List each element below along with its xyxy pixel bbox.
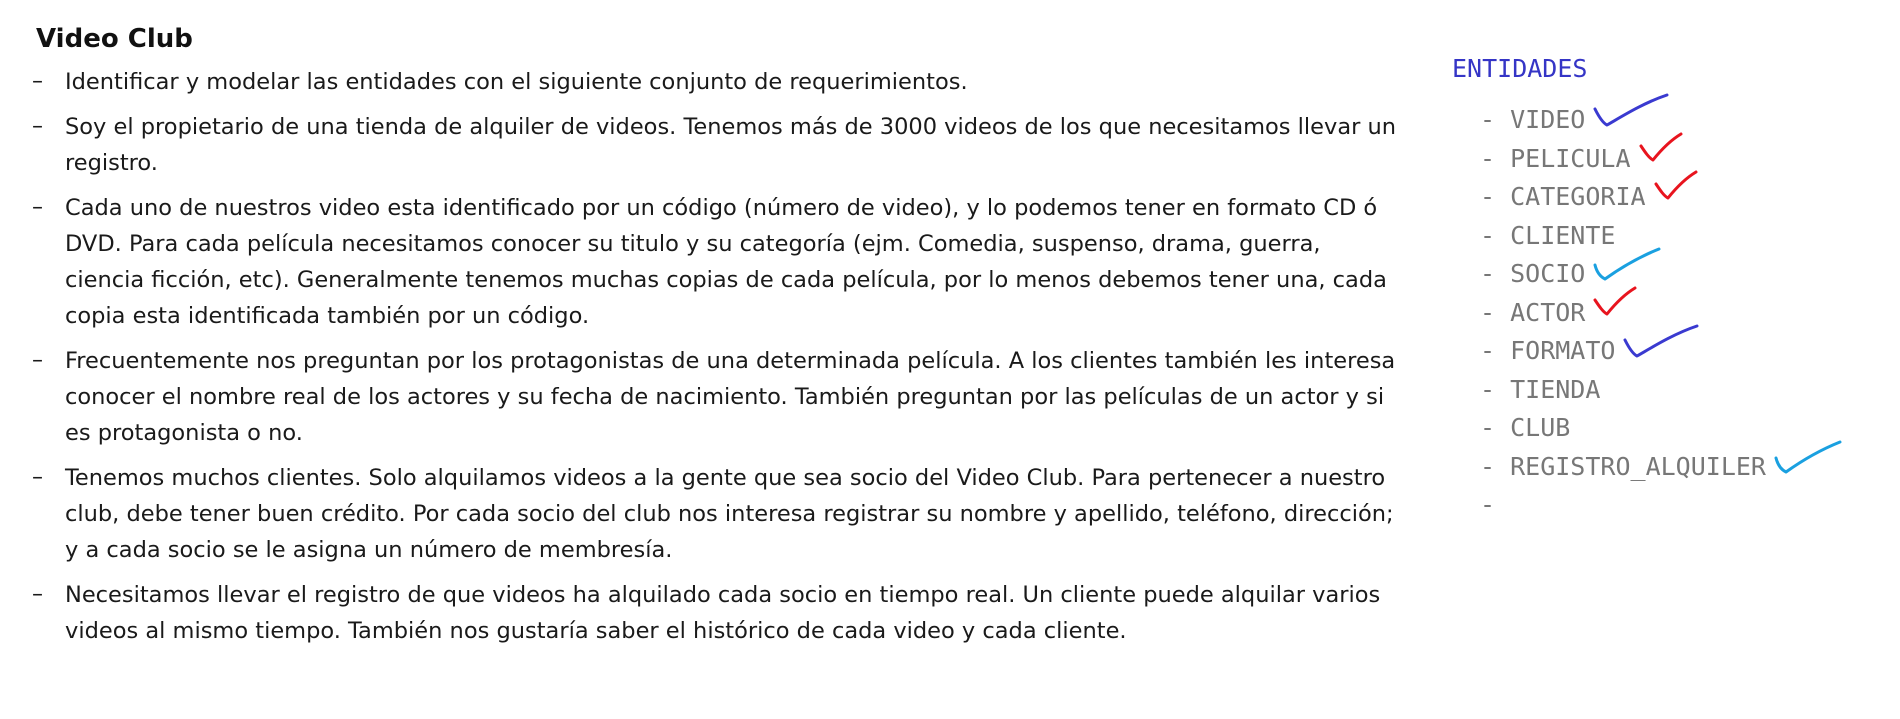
check-mark-icon bbox=[1652, 170, 1698, 206]
dash-bullet: – bbox=[32, 348, 43, 373]
entities-list bbox=[1452, 101, 1872, 525]
requirement-item bbox=[32, 460, 1406, 568]
check-mark-icon bbox=[1591, 286, 1637, 322]
entity-label: - FORMATO bbox=[1480, 336, 1616, 365]
check-stroke bbox=[1595, 249, 1659, 279]
entities-title: ENTIDADES bbox=[1452, 54, 1588, 83]
entity-label: - REGISTRO_ALQUILER bbox=[1480, 451, 1766, 481]
requirement-item bbox=[32, 64, 1406, 100]
requirement-text: Cada uno de nuestros video esta identificado por un código (número de video), y lo podemos tener en formato CD ó DVD. Para cada película necesitamos conocer su titulo y su categoría (ejm. Comedia, suspenso, drama, guerra, ciencia ficción, etc). Generalmente tenemos muchas copias de cada película, por lo menos debemos tener una, cada copia esta identificada también por un código. bbox=[65, 195, 1387, 329]
entity-label: - SOCIO bbox=[1480, 259, 1586, 288]
requirement-item bbox=[32, 109, 1406, 181]
dash-bullet: – bbox=[32, 69, 43, 94]
entity-item bbox=[1480, 217, 1872, 256]
requirements-list bbox=[32, 64, 1406, 649]
entity-label: - CLIENTE bbox=[1480, 220, 1616, 250]
requirement-item bbox=[32, 190, 1406, 334]
dash-bullet: – bbox=[32, 195, 43, 220]
entity-label: - ACTOR bbox=[1480, 297, 1586, 327]
dash-bullet: – bbox=[32, 465, 43, 490]
requirement-item bbox=[32, 343, 1406, 451]
entity-label: - TIENDA bbox=[1480, 374, 1601, 404]
entity-item bbox=[1480, 371, 1872, 410]
entity-item bbox=[1480, 486, 1872, 525]
requirement-text: Tenemos muchos clientes. Solo alquilamos videos a la gente que sea socio del Video Club. Para pertenecer a nuestro club, debe tener buen crédito. Por cada socio del club nos interesa registrar su nombre y apellido, teléfono, dirección; y a cada socio se le asigna un número de membresía. bbox=[65, 465, 1394, 563]
entity-label: - bbox=[1480, 490, 1496, 519]
entity-label: - CLUB bbox=[1480, 413, 1571, 442]
requirement-text: Soy el propietario de una tienda de alquiler de videos. Tenemos más de 3000 videos de los que necesitamos llevar un registro. bbox=[65, 114, 1397, 176]
entities-panel bbox=[1452, 54, 1872, 525]
entity-label: - CATEGORIA bbox=[1480, 182, 1646, 211]
document-title: Video Club bbox=[36, 24, 193, 54]
requirement-item bbox=[32, 577, 1406, 649]
dash-bullet: – bbox=[32, 582, 43, 607]
requirement-text: Identificar y modelar las entidades con el siguiente conjunto de requerimientos. bbox=[65, 69, 968, 95]
check-stroke bbox=[1656, 172, 1696, 198]
check-stroke bbox=[1595, 288, 1635, 314]
entity-label: - PELICULA bbox=[1480, 143, 1631, 173]
entity-item bbox=[1480, 178, 1872, 217]
requirements-panel bbox=[32, 24, 1406, 658]
check-mark-icon bbox=[1772, 440, 1844, 476]
check-stroke bbox=[1595, 95, 1667, 125]
check-mark-icon bbox=[1637, 132, 1683, 168]
check-stroke bbox=[1625, 326, 1697, 356]
dash-bullet: – bbox=[32, 114, 43, 139]
requirement-text: Necesitamos llevar el registro de que videos ha alquilado cada socio en tiempo real. Un cliente puede alquilar varios videos al mismo tiempo. También nos gustaría saber el histórico de cada video y cada cliente. bbox=[65, 582, 1381, 644]
entity-label: - VIDEO bbox=[1480, 105, 1586, 134]
check-mark-icon bbox=[1621, 324, 1701, 360]
check-mark-icon bbox=[1591, 247, 1663, 283]
entity-item bbox=[1480, 255, 1872, 294]
check-mark-icon bbox=[1591, 93, 1671, 129]
check-stroke bbox=[1776, 442, 1840, 472]
entity-item bbox=[1480, 332, 1872, 371]
requirement-text: Frecuentemente nos preguntan por los protagonistas de una determinada película. A los clientes también les interesa conocer el nombre real de los actores y su fecha de nacimiento. También preguntan por las películas de un actor y si es protagonista o no. bbox=[65, 348, 1396, 446]
check-stroke bbox=[1641, 134, 1681, 160]
entity-item bbox=[1480, 448, 1872, 487]
